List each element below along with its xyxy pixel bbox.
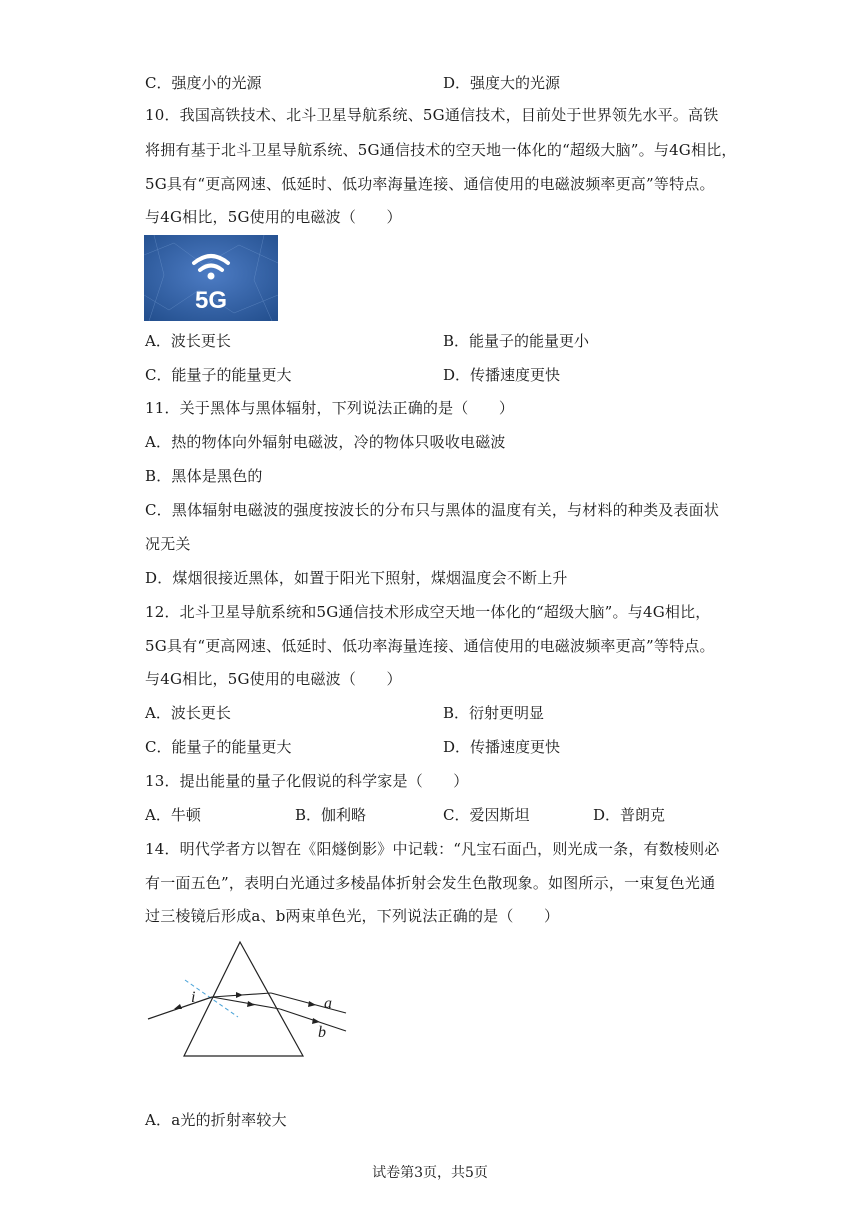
5g-graphic: [144, 235, 278, 321]
q9-option-d: D．强度大的光源: [443, 74, 561, 92]
inner-ray-b: [212, 997, 280, 1009]
5g-label: 5G: [194, 287, 228, 314]
q10-option-b: B．能量子的能量更小: [443, 332, 590, 350]
q14-stem-line-2: 有一面五色”，表明白光通过多棱晶体折射会发生色散现象。如图所示，一束复色光通: [145, 874, 716, 892]
q11-option-b: B．黑体是黑色的: [145, 467, 263, 485]
q9-option-c: C．强度小的光源: [145, 74, 262, 92]
ray-b-label: b: [318, 1024, 326, 1041]
q12-stem-line-3: 与4G相比，5G使用的电磁波（ ）: [145, 670, 402, 688]
q14-stem-line-3: 过三棱镜后形成a、b两束单色光，下列说法正确的是（ ）: [145, 907, 560, 925]
ray-a-label: a: [324, 995, 332, 1012]
q10-option-a: A．波长更长: [145, 332, 231, 350]
q12-option-b: B．衍射更明显: [443, 704, 545, 722]
q14-option-a: A．a光的折射率较大: [145, 1111, 287, 1129]
prism-diagram: [140, 935, 360, 1065]
q11-option-a: A．热的物体向外辐射电磁波，冷的物体只吸收电磁波: [145, 433, 506, 451]
q10-option-c: C．能量子的能量更大: [145, 366, 292, 384]
incident-angle-label: i: [191, 989, 196, 1006]
q10-stem-line-2: 将拥有基于北斗卫星导航系统、5G通信技术的空天地一体化的“超级大脑”。与4G相比，: [145, 141, 737, 159]
q10-stem-line-1: 10．我国高铁技术、北斗卫星导航系统、5G通信技术，目前处于世界领先水平。高铁: [145, 106, 719, 124]
q12-stem-line-1: 12．北斗卫星导航系统和5G通信技术形成空天地一体化的“超级大脑”。与4G相比，: [145, 603, 711, 621]
q12-option-a: A．波长更长: [145, 704, 231, 722]
q12-option-c: C．能量子的能量更大: [145, 738, 292, 756]
q13-stem: 13．提出能量的量子化假说的科学家是（ ）: [145, 772, 469, 790]
q13-option-d: D．普朗克: [593, 806, 666, 824]
q13-option-a: A．牛顿: [145, 806, 201, 824]
page-footer: 试卷第3页，共5页: [372, 1165, 488, 1181]
q10-option-d: D．传播速度更快: [443, 366, 561, 384]
q12-option-d: D．传播速度更快: [443, 738, 561, 756]
q11-option-d: D．煤烟很接近黑体，如置于阳光下照射，煤烟温度会不断上升: [145, 569, 568, 587]
5g-image: [144, 235, 278, 321]
prism-triangle: [184, 942, 303, 1056]
q14-stem-line-1: 14．明代学者方以智在《阳燧倒影》中记载：“凡宝石面凸，则光成一条，有数棱则必: [145, 840, 720, 858]
q10-stem-line-3: 5G具有“更高网速、低延时、低功率海量连接、通信使用的电磁波频率更高”等特点。: [145, 175, 715, 193]
q11-option-c-line-1: C．黑体辐射电磁波的强度按波长的分布只与黑体的温度有关，与材料的种类及表面状: [145, 501, 720, 519]
q12-stem-line-2: 5G具有“更高网速、低延时、低功率海量连接、通信使用的电磁波频率更高”等特点。: [145, 637, 715, 655]
q11-option-c-line-2: 况无关: [145, 535, 191, 553]
q11-stem: 11．关于黑体与黑体辐射，下列说法正确的是（ ）: [145, 399, 515, 417]
q10-stem-line-4: 与4G相比，5G使用的电磁波（ ）: [145, 208, 402, 226]
q13-option-b: B．伽利略: [295, 806, 367, 824]
q13-option-c: C．爱因斯坦: [443, 806, 530, 824]
